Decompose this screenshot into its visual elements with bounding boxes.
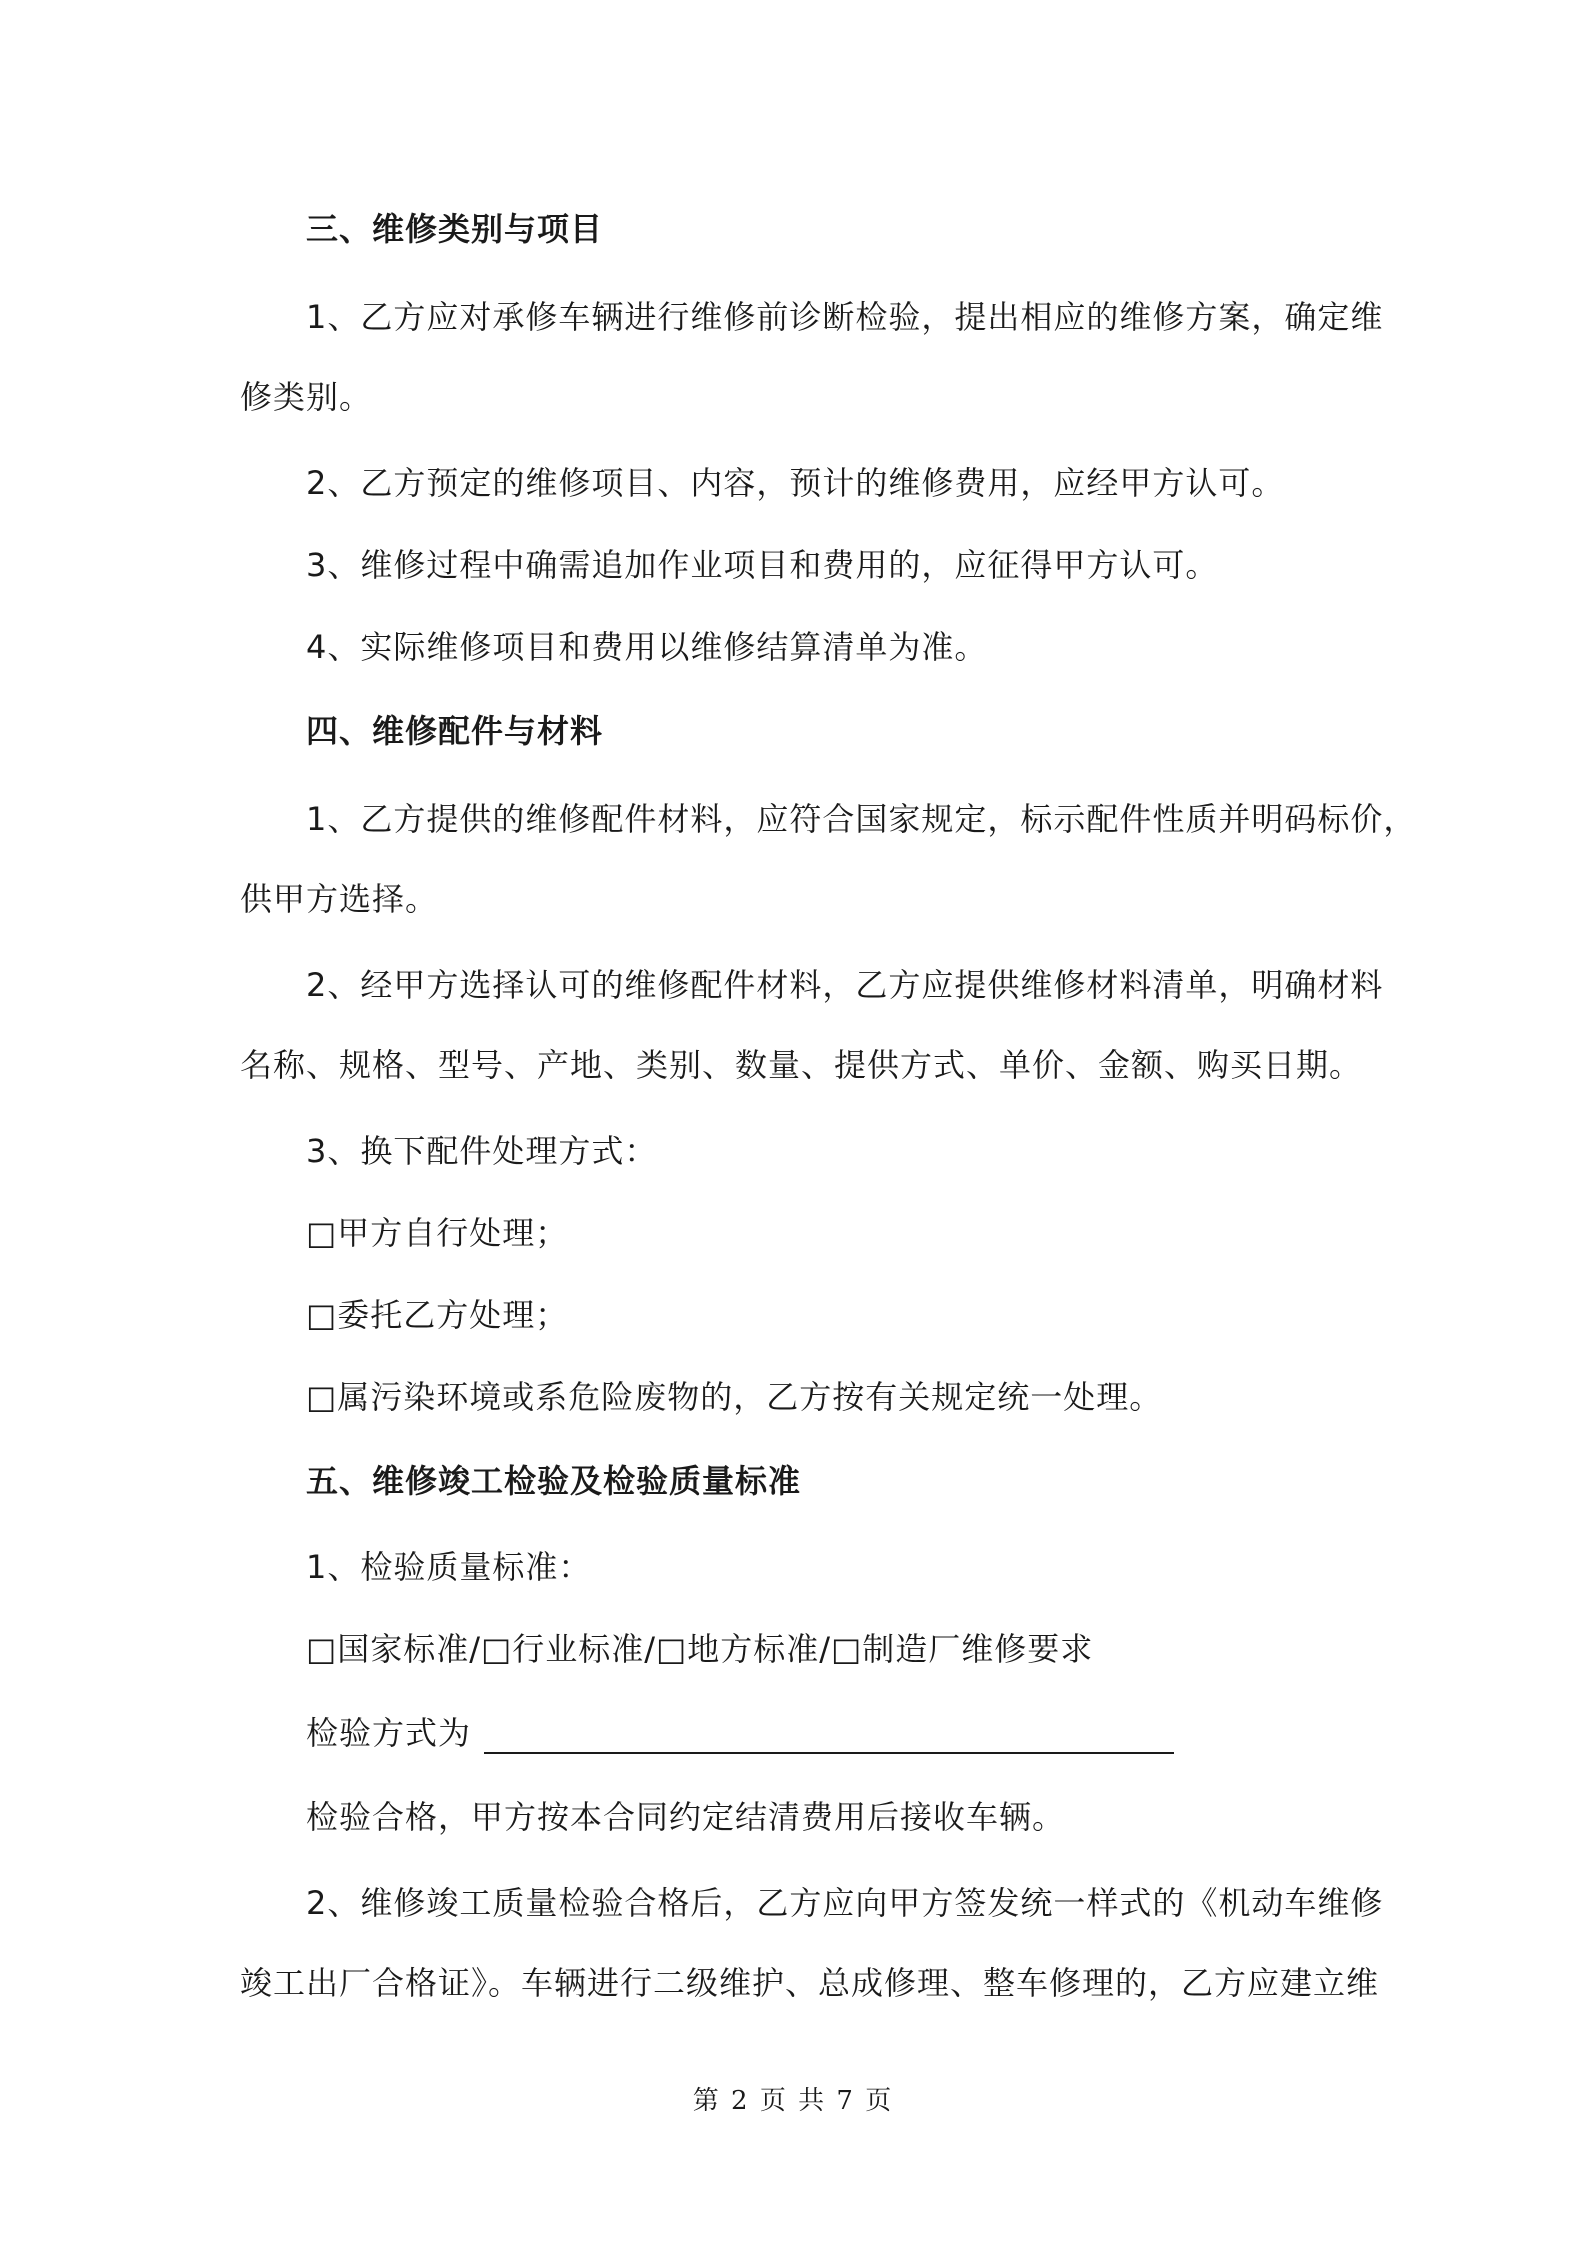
section-5-item-2-line-1: 2、维修竣工质量检验合格后，乙方应向甲方签发统一样式的《机动车维修 bbox=[306, 1884, 1384, 1922]
inspection-method-blank[interactable] bbox=[484, 1752, 1174, 1754]
section-3-heading: 三、维修类别与项目 bbox=[306, 210, 604, 248]
acceptance-statement: 检验合格，甲方按本合同约定结清费用后接收车辆。 bbox=[306, 1798, 1066, 1836]
section-5-heading: 五、维修竣工检验及检验质量标准 bbox=[306, 1462, 802, 1500]
section-3-item-3: 3、维修过程中确需追加作业项目和费用的，应征得甲方认可。 bbox=[306, 546, 1219, 584]
section-4-item-1-line-1: 1、乙方提供的维修配件材料，应符合国家规定，标示配件性质并明码标价， bbox=[306, 800, 1417, 838]
disposal-option-hazardous[interactable]: □属污染环境或系危险废物的，乙方按有关规定统一处理。 bbox=[306, 1378, 1163, 1416]
quality-standard-options[interactable]: □国家标准/□行业标准/□地方标准/□制造厂维修要求 bbox=[306, 1630, 1094, 1668]
section-4-item-2-line-2: 名称、规格、型号、产地、类别、数量、提供方式、单价、金额、购买日期。 bbox=[240, 1046, 1363, 1084]
section-4-heading: 四、维修配件与材料 bbox=[306, 712, 604, 750]
disposal-option-entrust[interactable]: □委托乙方处理； bbox=[306, 1296, 569, 1334]
inspection-method-label: 检验方式为 bbox=[306, 1714, 472, 1752]
section-5-item-2-line-2: 竣工出厂合格证》。车辆进行二级维护、总成修理、整车修理的，乙方应建立维 bbox=[240, 1964, 1380, 2002]
section-4-item-2-line-1: 2、经甲方选择认可的维修配件材料，乙方应提供维修材料清单，明确材料 bbox=[306, 966, 1384, 1004]
section-5-item-1: 1、检验质量标准： bbox=[306, 1548, 592, 1586]
page-number-footer: 第 2 页 共 7 页 bbox=[692, 2086, 894, 2116]
section-3-item-1-line-2: 修类别。 bbox=[240, 378, 373, 416]
section-3-item-2: 2、乙方预定的维修项目、内容，预计的维修费用，应经甲方认可。 bbox=[306, 464, 1285, 502]
section-4-item-3: 3、换下配件处理方式： bbox=[306, 1132, 658, 1170]
disposal-option-self[interactable]: □甲方自行处理； bbox=[306, 1214, 569, 1252]
section-3-item-4: 4、实际维修项目和费用以维修结算清单为准。 bbox=[306, 628, 988, 666]
section-3-item-1-line-1: 1、乙方应对承修车辆进行维修前诊断检验，提出相应的维修方案，确定维 bbox=[306, 298, 1384, 336]
section-4-item-1-line-2: 供甲方选择。 bbox=[240, 880, 439, 918]
